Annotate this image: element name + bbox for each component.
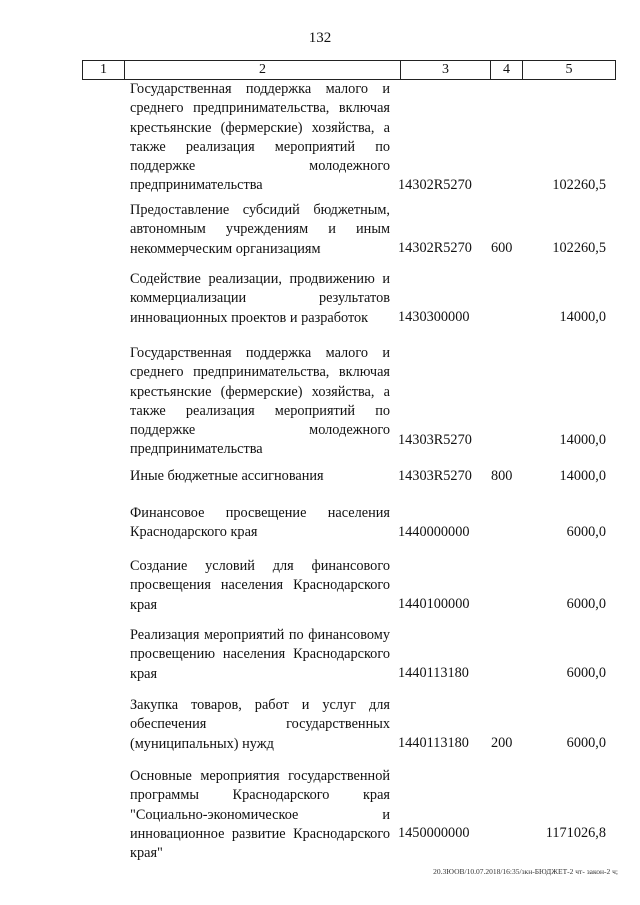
row-expense-type: 800 — [491, 468, 513, 484]
row-code: 14302R5270 — [398, 177, 472, 193]
column-header-3: 3 — [401, 61, 491, 79]
column-header-1: 1 — [83, 61, 125, 79]
column-header-4: 4 — [491, 61, 523, 79]
row-name: Государственная поддержка малого и среднего предпринимательства, включая крестьянские (фермерские) хозяйства, а также реализация мероприятий по поддержке молодежного предпринимательства — [130, 81, 390, 194]
row-name: Содействие реализации, продвижению и коммерциализации результатов инновационных проектов и разработок — [130, 271, 390, 326]
row-name: Закупка товаров, работ и услуг для обеспечения государственных (муниципальных) нужд — [130, 697, 390, 752]
row-amount: 14000,0 — [559, 468, 606, 484]
row-code: 1440100000 — [398, 596, 470, 612]
row-name: Реализация мероприятий по финансовому просвещению населения Краснодарского края — [130, 627, 390, 682]
row-amount: 14000,0 — [559, 432, 606, 448]
footer-note: 20.3ЮОВ/10.07.2018/16:35/зкн-БЮДЖЕТ-2 чт- закон-2 ч; — [433, 867, 618, 876]
row-name: Создание условий для финансового просвещения населения Краснодарского края — [130, 558, 390, 613]
row-name: Иные бюджетные ассигнования — [130, 468, 324, 484]
row-code: 1450000000 — [398, 825, 470, 841]
column-header-2: 2 — [125, 61, 401, 79]
row-name: Финансовое просвещение населения Краснодарского края — [130, 505, 390, 541]
page-number: 132 — [308, 30, 332, 46]
row-name: Предоставление субсидий бюджетным, автономным учреждениям и иным некоммерческим организациям — [130, 202, 390, 257]
row-code: 1430300000 — [398, 309, 470, 325]
column-header-5: 5 — [565, 62, 573, 77]
row-amount: 6000,0 — [566, 735, 606, 751]
row-code: 14303R5270 — [398, 468, 472, 484]
row-amount: 14000,0 — [559, 309, 606, 325]
row-expense-type: 600 — [491, 240, 513, 256]
row-code: 14303R5270 — [398, 432, 472, 448]
row-code: 14302R5270 — [398, 240, 472, 256]
row-amount: 6000,0 — [566, 665, 606, 681]
row-code: 1440000000 — [398, 524, 470, 540]
row-amount: 102260,5 — [552, 240, 606, 256]
row-amount: 6000,0 — [566, 596, 606, 612]
row-code: 1440113180 — [398, 735, 469, 751]
row-amount: 102260,5 — [552, 177, 606, 193]
row-expense-type: 200 — [491, 735, 513, 751]
row-name: Основные мероприятия государственной программы Краснодарского края "Социально-экономическое и инновационное развитие Краснодарского края" — [130, 768, 390, 862]
row-amount: 6000,0 — [566, 524, 606, 540]
row-code: 1440113180 — [398, 665, 469, 681]
table-column-header — [82, 60, 616, 80]
row-name: Государственная поддержка малого и среднего предпринимательства, включая крестьянские (фермерские) хозяйства, а также реализация мероприятий по поддержке молодежного предпринимательства — [130, 345, 390, 458]
row-amount: 1171026,8 — [545, 825, 606, 841]
